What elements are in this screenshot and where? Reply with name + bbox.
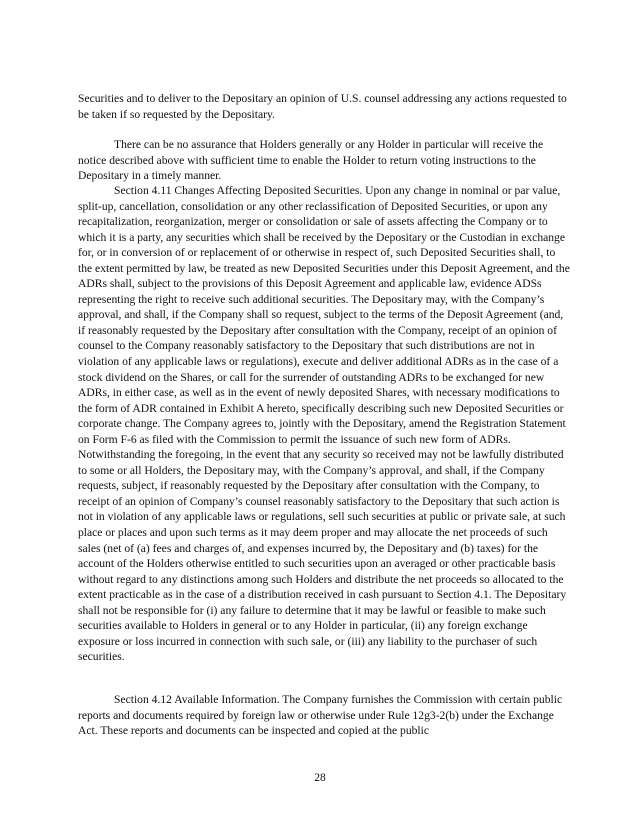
paragraph-continuation: Securities and to deliver to the Depositary an opinion of U.S. counsel addressing any actions requested to be taken if so requested by the Depositary. [78,92,567,121]
paragraph-section-4-11: Section 4.11 Changes Affecting Deposited Securities. Upon any change in nominal or par value, split-up, cancellation, consolidation or any other reclassification of Deposited Securities, or upon any recapitalization, reorganization, merger or consolidation or sale of assets affecting the Company or to which it is a party, any securities which shall be received by the Depositary or the Custodian in exchange for, or in conversion of or replacement of or otherwise in respect of, such Deposited Securities shall, to the extent permitted by law, be treated as new Deposited Securities under this Deposit Agreement, and the ADRs shall, subject to the provisions of this Deposit Agreement and applicable law, evidence ADSs representing the right to receive such additional securities. The Depositary may, with the Company’s approval, and shall, if the Company shall so request, subject to the terms of the Deposit Agreement (and, if reasonably requested by the Depositary after consultation with the Company, receipt of an opinion of counsel to the Company reasonably satisfactory to the Depositary that such distributions are not in violation of any applicable laws or regulations), execute and deliver additional ADRs as in the case of a stock dividend on the Shares, or call for the surrender of outstanding ADRs to be exchanged for new ADRs, in either case, as well as in the event of newly deposited Shares, with necessary modifications to the form of ADR contained in Exhibit A hereto, specifically describing such new Deposited Securities or corporate change. The Company agrees to, jointly with the Depositary, amend the Registration Statement on Form F-6 as filed with the Commission to permit the issuance of such new form of ADRs. Notwithstanding the foregoing, in the event that any security so received may not be lawfully distributed to some or all Holders, the Depositary may, with the Company’s approval, and shall, if the Company requests, subject, if reasonably requested by the Depositary after consultation with the Company, to receipt of an opinion of Company’s counsel reasonably satisfactory to the Depositary that such action is not in violation of any applicable laws or regulations, sell such securities at public or private sale, at such place or places and upon such terms as it may deem proper and may allocate the net proceeds of such sales (net of (a) fees and charges of, and expenses incurred by, the Depositary and (b) taxes) for the account of the Holders otherwise entitled to such securities upon an averaged or other practicable basis without regard to any distinctions among such Holders and distribute the net proceeds so allocated to the extent practicable as in the case of a distribution received in cash pursuant to Section 4.1. The Depositary shall not be responsible for (i) any failure to determine that it may be lawful or feasible to make such securities available to Holders in general or to any Holder in particular, (ii) any foreign exchange exposure or loss incurred in connection with such sale, or (iii) any liability to the purchaser of such securities. [78,184,570,664]
page-number: 28 [314,771,326,784]
paragraph-section-4-12: Section 4.12 Available Information. The Company furnishes the Commission with certain public reports and documents required by foreign law or otherwise under Rule 12g3-2(b) under the Exchange Act. These reports and documents can be inspected and copied at the public [78,693,563,738]
paragraph-holders-notice: There can be no assurance that Holders generally or any Holder in particular will receive the notice described above with sufficient time to enable the Holder to return voting instructions to the Depositary in a timely manner. [78,138,544,183]
